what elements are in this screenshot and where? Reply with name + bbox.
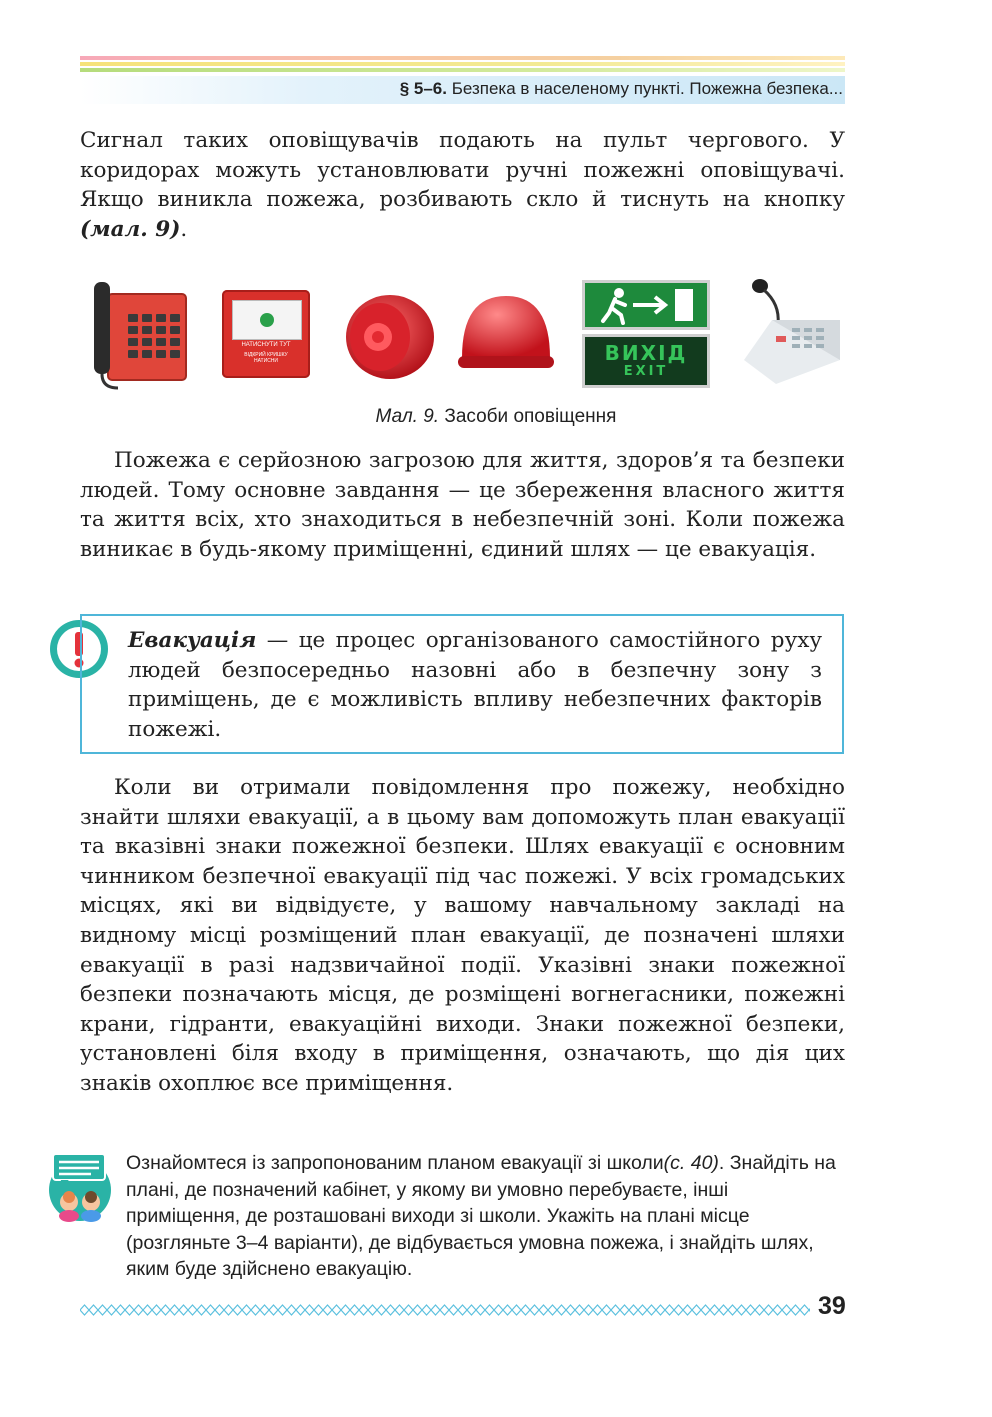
definition-box bbox=[80, 614, 844, 754]
call-point-glass bbox=[232, 300, 302, 340]
figure-caption bbox=[0, 406, 992, 428]
exit-sign-pictogram bbox=[582, 280, 710, 330]
header-decoration bbox=[80, 56, 845, 74]
manual-call-point-icon bbox=[222, 290, 310, 378]
task-line-1-end: . bbox=[718, 1152, 725, 1174]
red-telephone-icon bbox=[90, 280, 190, 392]
exit-word-ua: ВИХІД bbox=[604, 341, 688, 365]
paragraph-1-end: . bbox=[180, 216, 188, 242]
caption-label: Мал. 9. bbox=[375, 406, 440, 427]
running-head-text bbox=[400, 79, 843, 99]
running-head bbox=[80, 76, 845, 104]
figure-reference: (мал. 9) bbox=[80, 216, 181, 242]
paragraph-2: Пожежа є серйозною загрозою для життя, здоров’я та безпеки людей. Тому основне завдання — це збереження власного життя та життя всіх, хто знаходиться в небезпечній зоні. Коли пожежа виникає в будь-якому приміщенні, єдиний шлях — це евакуація. bbox=[80, 448, 845, 562]
definition-text bbox=[128, 626, 822, 744]
page-number: 39 bbox=[818, 1292, 846, 1320]
exit-word-en: EXIT bbox=[623, 364, 669, 379]
paragraph-1 bbox=[80, 126, 845, 244]
alarm-siren-icon bbox=[338, 292, 438, 382]
call-point-label: НАТИСНУТИ ТУТ bbox=[241, 342, 291, 348]
definition-term: Евакуація bbox=[128, 628, 257, 653]
call-point-button bbox=[260, 313, 274, 327]
paragraph-3: Коли ви отримали повідомлення про пожежу, необхідно знайти шляхи евакуації, а в цьому вам допоможуть план евакуації та вказівні знаки пожежної безпеки. Шлях евакуації є основним чинником безпечної евакуації під час пожежі. У всіх громадських місцях, які ви відвідуєте, у вашому навчальному закладі на видному місці розміщений план евакуації, де позначені шляхи евакуації в разі надзвичайної події. Указівні знаки пожежної безпеки позначають місця, де розміщені вогнегасники, пожежні крани, гідранти, евакуаційні виходи. Знаки пожежної безпеки, установлені біля входу в приміщення, означають, що дія цих знаків охоплює все приміщення. bbox=[80, 775, 845, 1096]
strobe-light-icon bbox=[456, 292, 556, 374]
figure-9 bbox=[80, 270, 850, 400]
exit-sign-text-panel bbox=[582, 334, 710, 388]
microphone-console-icon bbox=[736, 276, 846, 388]
task-text bbox=[126, 1150, 846, 1283]
section-title: Безпека в населеному пункті. Пожежна безпека... bbox=[451, 79, 843, 98]
task-page-reference: (с. 40) bbox=[663, 1152, 719, 1174]
call-point-sublabel: ВІДКРИЙ КРИШКУ НАТИСНИ bbox=[244, 352, 288, 364]
definition-body: — це процес організованого самостійного руху людей безпосередньо назовні або в безпечну зону з приміщень, де є можливість впливу небезпечних факторів пожежі. bbox=[128, 628, 822, 742]
task-line-1: Ознайомтеся із запропонованим планом евакуації зі школи bbox=[126, 1152, 664, 1174]
exit-sign-icon bbox=[580, 270, 714, 394]
task-rest: Знайдіть на плані, де позначений кабінет, у якому ви умовно перебуваєте, інші приміщення, де розташовані виходи зі школи. Укажіть на плані місце (розгляньте 3–4 варіанти), де відбувається умовна пожежа, і знайдіть шлях, яким буде здійснено евакуацію. bbox=[126, 1152, 836, 1280]
caption-text: Засоби оповіщення bbox=[444, 406, 617, 427]
section-label: § 5–6. bbox=[399, 79, 447, 98]
paragraph-1-text: Сигнал таких оповіщувачів подають на пульт чергового. У коридорах можуть установлювати ручні пожежні оповіщувачі. Якщо виникла пожежа, розбивають скло й тиснуть на кнопку bbox=[80, 128, 845, 213]
discussion-icon bbox=[47, 1152, 113, 1222]
footer-decoration bbox=[80, 1301, 810, 1319]
